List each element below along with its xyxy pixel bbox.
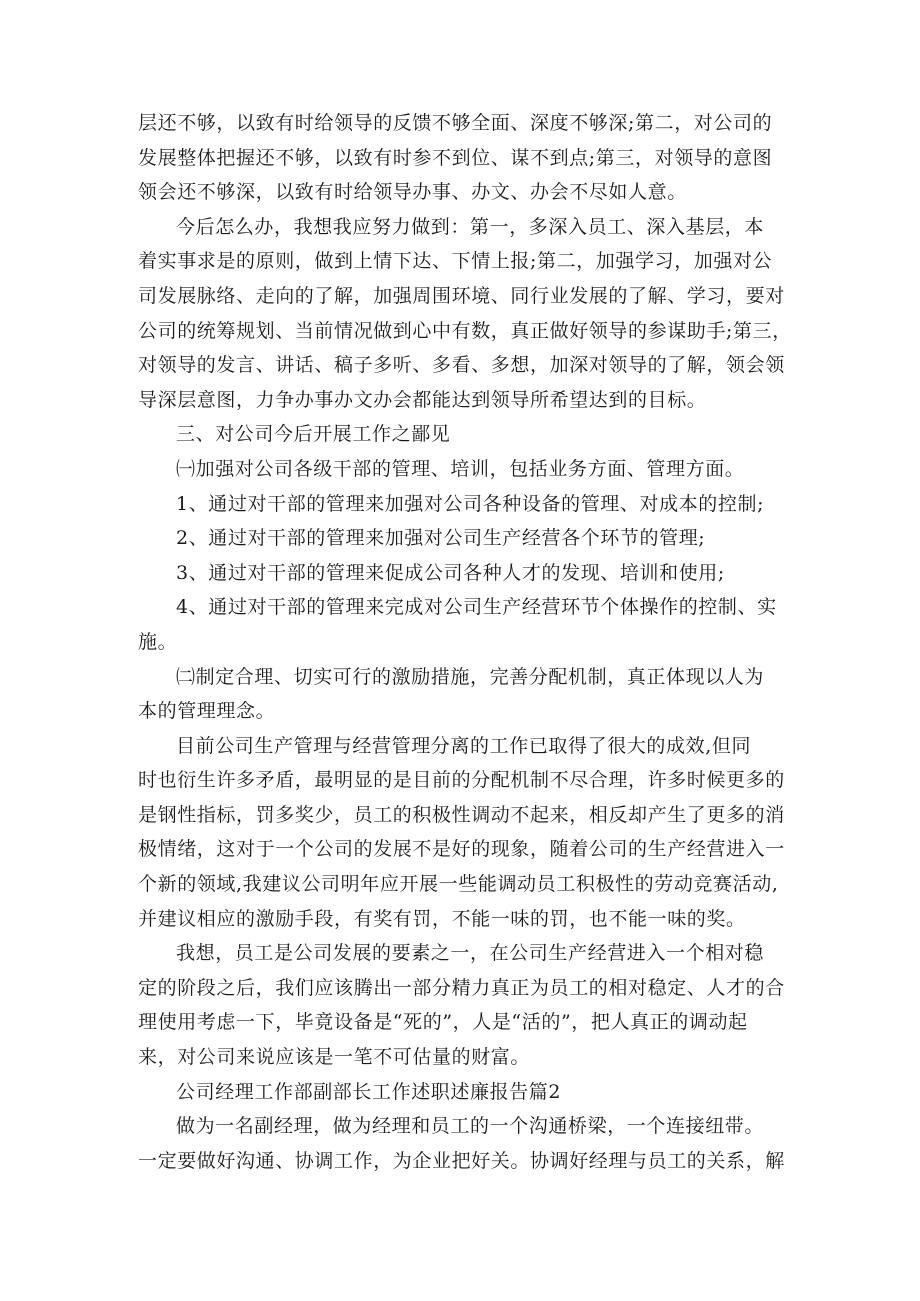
text-line: 极情绪，这对于一个公司的发展不是好的现象，随着公司的生产经营进入一	[138, 838, 785, 861]
text-line: 做为一名副经理，做为经理和员工的一个沟通桥梁，一个连接纽带。	[176, 1115, 765, 1138]
text-line: 本的管理理念。	[138, 700, 276, 723]
text-line: 2、通过对干部的管理来加强对公司生产经营各个环节的管理;	[176, 527, 706, 550]
text-line: 公司经理工作部副部长工作述职述廉报告篇2	[176, 1080, 562, 1103]
text-line: ㈠加强对公司各级干部的管理、培训，包括业务方面、管理方面。	[176, 457, 745, 480]
text-line: 来，对公司来说应该是一笔不可估量的财富。	[138, 1046, 531, 1069]
text-line: 是钢性指标，罚多奖少，员工的积极性调动不起来，相反却产生了更多的消	[138, 803, 785, 826]
text-line: 对领导的发言、讲话、稿子多听、多看、多想，加深对领导的了解，领会领	[138, 354, 785, 377]
text-line: 我想，员工是公司发展的要素之一，在公司生产经营进入一个相对稳	[176, 942, 765, 965]
text-line: 个新的领域,我建议公司明年应开展一些能调动员工积极性的劳动竞赛活动,	[138, 873, 779, 896]
text-line: 发展整体把握还不够，以致有时参不到位、谋不到点;第三，对领导的意图	[138, 146, 773, 169]
text-line: 今后怎么办，我想我应努力做到：第一，多深入员工、深入基层，本	[176, 215, 765, 238]
text-line: 导深层意图，力争办事办文办会都能达到领导所希望达到的目标。	[138, 388, 707, 411]
text-line: 着实事求是的原则，做到上情下达、下情上报;第二，加强学习，加强对公	[138, 250, 773, 273]
text-line: 4、通过对干部的管理来完成对公司生产经营环节个体操作的控制、实	[176, 596, 777, 619]
text-line: 目前公司生产管理与经营管理分离的工作已取得了很大的成效,但同	[176, 734, 752, 757]
text-line: 理使用考虑一下，毕竟设备是“死的”，人是“活的”，把人真正的调动起	[138, 1011, 748, 1034]
text-line: 司发展脉络、走向的了解，加强周围环境、同行业发展的了解、学习，要对	[138, 284, 785, 307]
text-line: 并建议相应的激励手段，有奖有罚，不能一味的罚，也不能一味的奖。	[138, 907, 746, 930]
text-line: 3、通过对干部的管理来促成公司各种人才的发现、培训和使用;	[176, 561, 725, 584]
text-line: ㈡制定合理、切实可行的激励措施，完善分配机制，真正体现以人为	[176, 665, 765, 688]
text-line: 三、对公司今后开展工作之鄙见	[176, 423, 451, 446]
text-line: 领会还不够深，以致有时给领导办事、办文、办会不尽如人意。	[138, 181, 687, 204]
text-line: 时也衍生许多矛盾，最明显的是目前的分配机制不尽合理，许多时候更多的	[138, 769, 785, 792]
text-line: 一定要做好沟通、协调工作，为企业把好关。协调好经理与员工的关系，解	[138, 1149, 785, 1172]
text-line: 定的阶段之后，我们应该腾出一部分精力真正为员工的相对稳定、人才的合	[138, 976, 785, 999]
text-line: 层还不够，以致有时给领导的反馈不够全面、深度不够深;第二，对公司的	[138, 112, 773, 134]
text-line: 公司的统筹规划、当前情况做到心中有数，真正做好领导的参谋助手;第三，	[138, 319, 792, 342]
text-line: 1、通过对干部的管理来加强对公司各种设备的管理、对成本的控制;	[176, 492, 765, 515]
text-line: 施。	[138, 630, 178, 653]
document-body	[138, 106, 798, 1178]
